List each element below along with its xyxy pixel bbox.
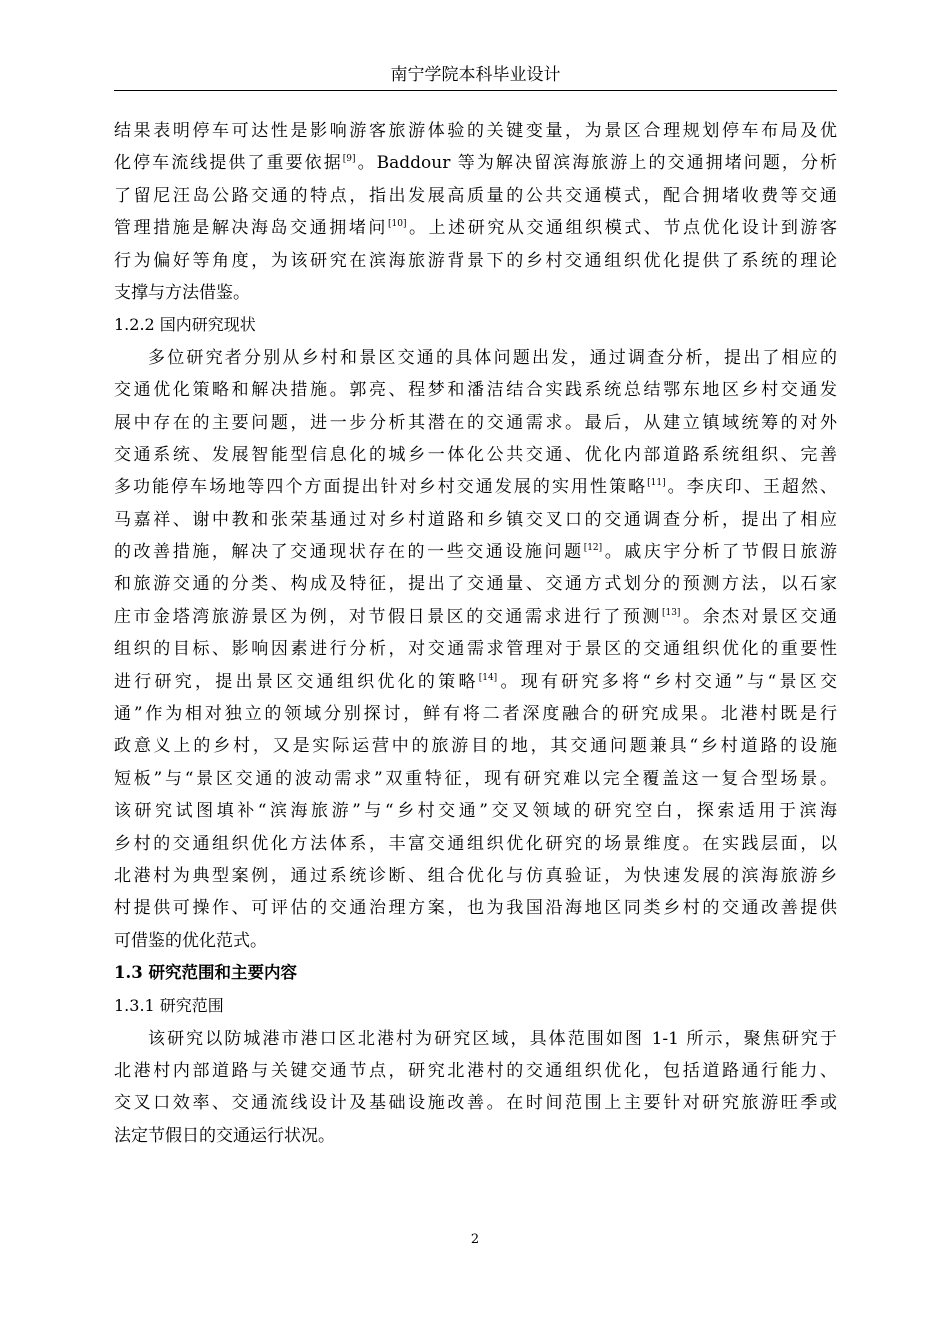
text-line <box>114 536 837 568</box>
text-segment: 通”作为相对独立的领域分别探讨，鲜有将二者深度融合的研究成果。北港村既是行 <box>114 704 837 725</box>
page-header: 南宁学院本科毕业设计 <box>114 64 837 91</box>
text-line <box>114 212 837 244</box>
text-segment: 交通优化策略和解决措施。郭亮、程梦和潘洁结合实践系统总结鄂东地区乡村交通发 <box>114 380 837 401</box>
section-heading <box>114 957 837 990</box>
text-line <box>114 115 837 147</box>
text-segment: 交叉口效率、交通流线设计及基础设施改善。在时间范围上主要针对研究旅游旺季或 <box>114 1093 837 1114</box>
citation-superscript: [12] <box>583 543 603 554</box>
text-segment: 政意义上的乡村，又是实际运营中的旅游目的地，其交通问题兼具“乡村道路的设施 <box>114 736 837 757</box>
text-segment: 结果表明停车可达性是影响游客旅游体验的关键变量，为景区合理规划停车布局及优 <box>114 121 837 141</box>
text-line <box>114 698 837 730</box>
text-segment: 支撑与方法借鉴。 <box>114 282 250 303</box>
text-line <box>114 180 837 212</box>
text-line <box>114 666 837 698</box>
text-line <box>114 245 837 277</box>
citation-superscript: [14] <box>478 672 498 683</box>
text-line <box>114 860 837 892</box>
text-segment: 1.3 研究范围和主要内容 <box>114 963 297 983</box>
text-line <box>114 633 837 665</box>
text-segment: 交通系统、发展智能型信息化的城乡一体化公共交通、优化内部道路系统组织、完善 <box>114 444 837 465</box>
text-segment: 。余杰对景区交通 <box>680 606 838 627</box>
text-segment: 。Baddour 等为解决留滨海旅游上的交通拥堵问题，分析 <box>355 153 838 174</box>
text-segment: 多位研究者分别从乡村和景区交通的具体问题出发，通过调查分析，提出了相应的 <box>148 347 837 368</box>
text-segment: 1.2.2 国内研究现状 <box>114 315 256 335</box>
text-segment: 多功能停车场地等四个方面提出针对乡村交通发展的实用性策略 <box>114 477 648 498</box>
document-body <box>114 115 837 1152</box>
citation-superscript: [9] <box>342 154 356 165</box>
text-line <box>114 730 837 762</box>
text-line <box>114 828 837 860</box>
text-segment: 组织的目标、影响因素进行分析，对交通需求管理对于景区的交通组织优化的重要性 <box>114 639 837 660</box>
text-segment: 。李庆印、王超然、 <box>665 477 838 498</box>
text-segment: 法定节假日的交通运行状况。 <box>114 1125 335 1146</box>
text-segment: 马嘉祥、谢中教和张荣基通过对乡村道路和乡镇交叉口的交通调查分析，提出了相应 <box>114 509 837 530</box>
text-line <box>114 1087 837 1119</box>
text-line <box>114 568 837 600</box>
text-line <box>114 601 837 633</box>
subsection-heading <box>114 309 837 341</box>
text-line <box>114 277 837 309</box>
citation-superscript: [10] <box>387 219 407 230</box>
text-segment: 进行研究，提出景区交通组织优化的策略 <box>114 671 479 692</box>
page-number: 2 <box>470 1232 480 1247</box>
text-segment: 该研究试图填补“滨海旅游”与“乡村交通”交叉领域的研究空白，探索适用于滨海 <box>114 801 837 822</box>
text-line <box>114 1055 837 1087</box>
text-line <box>114 407 837 439</box>
text-segment: 北港村内部道路与关键交通节点，研究北港村的交通组织优化，包括道路通行能力、 <box>114 1060 837 1081</box>
citation-superscript: [11] <box>647 478 666 489</box>
text-segment: 行为偏好等角度，为该研究在滨海旅游背景下的乡村交通组织优化提供了系统的理论 <box>114 250 837 271</box>
text-segment: 和旅游交通的分类、构成及特征，提出了交通量、交通方式划分的预测方法，以石家 <box>114 574 837 595</box>
text-segment: 化停车流线提供了重要依据 <box>114 153 343 174</box>
paragraph-first-line <box>114 1023 837 1055</box>
text-line <box>114 1120 837 1152</box>
citation-superscript: [13] <box>661 607 681 618</box>
text-segment: 。现有研究多将“乡村交通”与“景区交 <box>497 671 837 692</box>
text-segment: 短板”与“景区交通的波动需求”双重特征，现有研究难以完全覆盖这一复合型场景。 <box>114 768 837 789</box>
text-line <box>114 892 837 924</box>
text-line <box>114 925 837 957</box>
text-line <box>114 374 837 406</box>
text-segment: 村提供可操作、可评估的交通治理方案，也为我国沿海地区同类乡村的交通改善提供 <box>114 898 837 919</box>
text-line <box>114 147 837 179</box>
subsection-heading <box>114 990 837 1022</box>
paragraph-first-line <box>114 342 837 374</box>
text-segment: 该研究以防城港市港口区北港村为研究区域，具体范围如图 1-1 所示，聚焦研究于 <box>148 1028 837 1049</box>
text-segment: 管理措施是解决海岛交通拥堵问 <box>114 218 388 239</box>
text-segment: 庄市金塔湾旅游景区为例，对节假日景区的交通需求进行了预测 <box>114 606 662 627</box>
text-segment: 1.3.1 研究范围 <box>114 996 224 1016</box>
text-line <box>114 504 837 536</box>
text-line <box>114 795 837 827</box>
text-segment: 了留尼汪岛公路交通的特点，指出发展高质量的公共交通模式，配合拥堵收费等交通 <box>114 185 837 206</box>
text-line <box>114 471 837 503</box>
text-segment: 的改善措施，解决了交通现状存在的一些交通设施问题 <box>114 542 584 563</box>
text-segment: 乡村的交通组织优化方法体系，丰富交通组织优化研究的场景维度。在实践层面，以 <box>114 833 837 854</box>
text-segment: 北港村为典型案例，通过系统诊断、组合优化与仿真验证，为快速发展的滨海旅游乡 <box>114 865 837 886</box>
text-segment: 可借鉴的优化范式。 <box>114 930 267 951</box>
text-line <box>114 439 837 471</box>
text-segment: 。戚庆宇分析了节假日旅游 <box>602 542 838 563</box>
text-line <box>114 763 837 795</box>
text-segment: 。上述研究从交通组织模式、节点优化设计到游客 <box>406 218 838 239</box>
text-segment: 展中存在的主要问题，进一步分析其潜在的交通需求。最后，从建立镇域统筹的对外 <box>114 412 837 433</box>
